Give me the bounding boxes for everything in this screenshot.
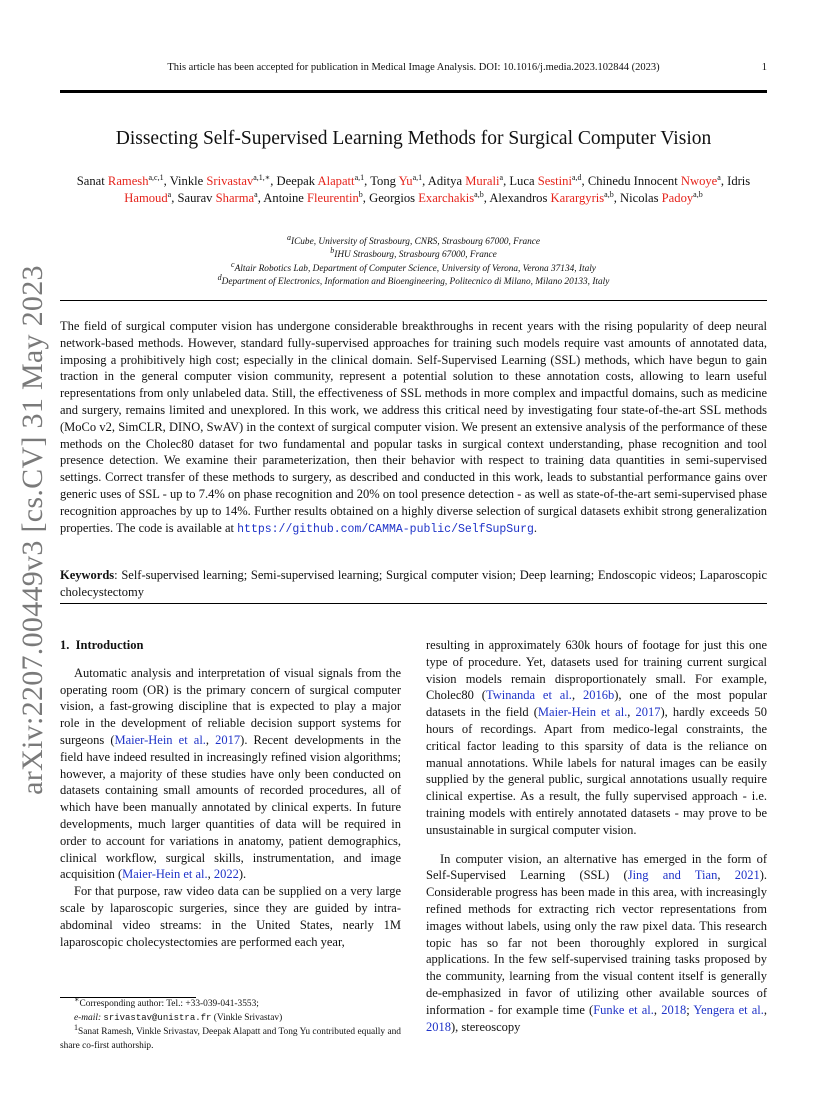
citation-link[interactable]: Twinanda et al. bbox=[485, 688, 572, 703]
author-affiliation-mark: a,d bbox=[571, 172, 582, 182]
author-affiliation-mark: a,1 bbox=[354, 172, 365, 182]
affiliation bbox=[60, 259, 767, 276]
affiliation bbox=[60, 246, 767, 262]
footnote-text: Corresponding author: Tel.: +33-039-041-3553; bbox=[79, 999, 259, 1009]
author-last-name[interactable]: Alapatt bbox=[317, 174, 355, 188]
author-separator: , bbox=[503, 174, 510, 188]
author-first-name: Tong bbox=[370, 174, 396, 188]
author-separator: , bbox=[422, 174, 428, 188]
affiliation-text: IHU Strasbourg, Strasbourg 67000, France bbox=[334, 250, 497, 261]
author-affiliation-mark: a,1 bbox=[412, 172, 423, 182]
abstract-bottom-rule bbox=[60, 603, 767, 604]
paragraph-text: resulting in approximately 630k hours of footage for just this one type of procedure. Yet, datasets used for training current surgical vision models remain disproportionately small. For example, Cholec80 ( bbox=[426, 638, 767, 703]
paragraph bbox=[60, 665, 401, 883]
citation-link[interactable]: Maier-Hein et al. bbox=[114, 732, 206, 747]
author-first-name: Saurav bbox=[177, 190, 213, 205]
paragraph-text: ). bbox=[238, 867, 247, 882]
author-first-name: Antoine bbox=[263, 190, 304, 205]
author-first-name: Chinedu Innocent bbox=[587, 174, 678, 188]
affiliation bbox=[60, 232, 767, 249]
citation-link[interactable]: Jing and Tian bbox=[627, 868, 718, 883]
author-affiliation-mark: a,b bbox=[604, 189, 614, 199]
paragraph-text: , bbox=[207, 867, 214, 882]
author-affiliation-mark: a,b bbox=[474, 189, 484, 199]
footnotes bbox=[60, 994, 401, 1053]
citation-year-link[interactable]: 2021 bbox=[734, 868, 760, 883]
footnote-email bbox=[60, 1011, 401, 1025]
author bbox=[277, 174, 371, 188]
author bbox=[509, 174, 587, 188]
affiliation-text: ICube, University of Strasbourg, CNRS, Strasbourg 67000, France bbox=[290, 237, 541, 247]
author-last-name[interactable]: Karargyris bbox=[550, 190, 605, 205]
author-separator: , bbox=[171, 190, 178, 205]
paper-title: Dissecting Self-Supervised Learning Methods for Surgical Computer Vision bbox=[115, 128, 712, 149]
citation-year-link[interactable]: 2017 bbox=[635, 705, 661, 720]
paragraph-text: Automatic analysis and interpretation of visual signals from the operating room (OR) is the primary concern of surgical computer vision, a fast-growing discipline that is expected to play a major role in the development of reliable decision support systems for surgeons ( bbox=[60, 665, 401, 747]
email-label: e-mail: bbox=[74, 1013, 104, 1023]
author bbox=[369, 191, 489, 205]
author-separator: , bbox=[362, 190, 370, 205]
affiliation-text: Altair Robotics Lab, Department of Computer Science, University of Verona, Verona 37134, Italy bbox=[234, 263, 596, 274]
footnote-mark: ∗ bbox=[74, 994, 80, 1004]
paragraph-text: In computer vision, an alternative has emerged in the form of Self-Supervised Learning (SSL) ( bbox=[426, 851, 767, 883]
author-separator: , bbox=[257, 190, 264, 205]
citation-link[interactable]: Maier-Hein et al. bbox=[537, 705, 628, 720]
paragraph-text: ), one of the most popular datasets in the field ( bbox=[426, 688, 768, 720]
citation-year-link[interactable]: 2018 bbox=[426, 1019, 451, 1034]
abstract-top-rule bbox=[60, 300, 767, 301]
author-affiliation-mark: b bbox=[358, 189, 363, 199]
page-number: 1 bbox=[761, 62, 767, 73]
citation-year-link[interactable]: 2017 bbox=[215, 732, 241, 747]
author bbox=[263, 191, 369, 205]
affiliation-text: Department of Electronics, Information and Bioengineering, Politecnico di Milano, Milano 20133, Italy bbox=[221, 276, 610, 287]
author-last-name[interactable]: Nwoye bbox=[680, 174, 718, 188]
keywords bbox=[60, 567, 767, 601]
email-name: (Vinkle Srivastav) bbox=[211, 1013, 283, 1023]
paragraph-text: , bbox=[205, 732, 216, 747]
journal-notice: This article has been accepted for publication in Medical Image Analysis. DOI: 10.1016/j.media.2023.102844 (2023) bbox=[167, 62, 660, 73]
author-affiliation-mark: a bbox=[167, 189, 172, 199]
footnote-text: Sanat Ramesh, Vinkle Srivastav, Deepak Alapatt and Tong Yu contributed equally and share co-first authorship. bbox=[60, 1027, 401, 1051]
author-separator: , bbox=[163, 174, 170, 188]
paragraph-text: ). Recent developments in the field have indeed resulted in increasingly refined vision algorithms; however, a majority of these studies have only been conducted on datasets containing small amounts of recorded procedures, all of which have been manually annotated by clinical experts. In future developments, much larger quantities of data will be required in order to account for variations in anatomy, patient demographics, clinical workflow, surgical skills, instrumentation, and image acquisition ( bbox=[60, 732, 401, 882]
paragraph: For that purpose, raw video data can be supplied on a very large scale by laparoscopic surgeries, since they are guided by intra-abdominal video streams: in the United States, nearly 1M laparoscopic cholecystectomies are performed each year, bbox=[60, 884, 401, 949]
author-last-name[interactable]: Ramesh bbox=[107, 174, 149, 188]
author bbox=[588, 174, 727, 188]
paragraph-text: , bbox=[627, 705, 636, 720]
citation-link[interactable]: Maier-Hein et al. bbox=[122, 867, 208, 882]
author-first-name: Aditya bbox=[427, 174, 463, 188]
keywords-label: Keywords bbox=[60, 568, 115, 582]
author-first-name: Vinkle bbox=[169, 174, 204, 188]
author-affiliation-mark: a,b bbox=[693, 189, 703, 199]
affiliations bbox=[60, 232, 767, 289]
affiliation-mark: b bbox=[330, 246, 335, 256]
author-separator: , bbox=[483, 190, 490, 205]
author-separator: , bbox=[270, 174, 277, 188]
author-first-name: Nicolas bbox=[620, 190, 659, 205]
paragraph-text: , bbox=[653, 1002, 662, 1017]
paragraph bbox=[426, 637, 767, 839]
author-affiliation-mark: a bbox=[499, 172, 504, 182]
author-last-name[interactable]: Srivastav bbox=[206, 174, 254, 188]
author-separator: , bbox=[720, 174, 728, 188]
author-last-name[interactable]: Exarchakis bbox=[418, 190, 475, 205]
author-affiliation-mark: a bbox=[717, 172, 721, 182]
footnote-equal-contribution bbox=[60, 1022, 401, 1053]
author-affiliation-mark: a bbox=[254, 189, 258, 199]
abstract-end: . bbox=[533, 520, 538, 535]
author-affiliation-mark: a,c,1 bbox=[148, 172, 164, 182]
author-first-name: Sanat bbox=[76, 174, 105, 188]
affiliation-mark: c bbox=[231, 259, 235, 269]
author-separator: , bbox=[364, 174, 371, 188]
author-last-name[interactable]: Yu bbox=[398, 174, 413, 188]
author-last-name[interactable]: Fleurentin bbox=[307, 190, 359, 205]
author-first-name: Luca bbox=[509, 174, 535, 188]
author-separator: , bbox=[613, 190, 621, 205]
author-first-name: Idris bbox=[727, 174, 751, 188]
header-rule bbox=[60, 90, 767, 93]
left-column bbox=[60, 637, 401, 950]
arxiv-sidebar bbox=[16, 265, 49, 795]
author bbox=[178, 191, 264, 205]
author-affiliation-mark: a,1,∗ bbox=[253, 172, 271, 182]
author-last-name[interactable]: Hamoud bbox=[124, 190, 168, 205]
affiliation bbox=[60, 272, 767, 289]
section-title: Introduction bbox=[75, 638, 144, 652]
footnote-corresponding bbox=[60, 994, 401, 1011]
section-number: 1. bbox=[60, 638, 70, 652]
citation-year-link[interactable]: 2022 bbox=[213, 867, 239, 882]
affiliation-mark: d bbox=[217, 272, 222, 282]
author-first-name: Deepak bbox=[276, 174, 316, 188]
paragraph-text: ), stereoscopy bbox=[451, 1019, 521, 1034]
paragraph bbox=[426, 851, 767, 1036]
author bbox=[370, 174, 428, 188]
author bbox=[428, 174, 510, 188]
author-last-name[interactable]: Sharma bbox=[215, 190, 255, 205]
email-address[interactable]: srivastav@unistra.fr bbox=[103, 1013, 212, 1023]
paragraph-text: , bbox=[763, 1002, 768, 1017]
footnote-mark: 1 bbox=[74, 1022, 78, 1032]
citation-year-link[interactable]: 2016b bbox=[582, 688, 615, 703]
author-first-name: Alexandros bbox=[489, 190, 548, 205]
affiliation-mark: a bbox=[286, 232, 291, 242]
author-separator: , bbox=[581, 174, 588, 188]
citation-year-link[interactable]: 2018 bbox=[661, 1002, 687, 1017]
author-last-name[interactable]: Padoy bbox=[661, 190, 694, 205]
citation-link[interactable]: Yengera et al. bbox=[693, 1002, 764, 1017]
arxiv-identifier: arXiv:2207.00449v3 [cs.CV] 31 May 2023 bbox=[16, 265, 49, 795]
keywords-text: : Self-supervised learning; Semi-supervised learning; Surgical computer vision; Deep learning; Endoscopic videos; Laparoscopic cholecystectomy bbox=[60, 568, 767, 599]
author-first-name: Georgios bbox=[369, 190, 416, 205]
author bbox=[620, 191, 703, 205]
abstract bbox=[60, 318, 767, 538]
author-last-name[interactable]: Murali bbox=[465, 174, 500, 188]
author bbox=[489, 191, 620, 205]
right-column bbox=[426, 637, 767, 1035]
paragraph-text: ; bbox=[686, 1002, 694, 1017]
author bbox=[77, 174, 170, 188]
paragraph-text: ), hardly exceeds 50 hours of recordings. Apart from medico-legal constraints, the critical factor leading to this sparsity of data is the reliance on manual annotations. While labels for natural images can be easily supplied by the general public, surgical annotations usually require clinical expertise. As a result, the fully supervised approach - i.e. training models with entirely annotated datasets - may prove to be unsustainable in surgical computer vision. bbox=[426, 705, 767, 837]
author-list bbox=[72, 173, 755, 206]
author-last-name[interactable]: Sestini bbox=[537, 174, 572, 188]
citation-link[interactable]: Funke et al. bbox=[593, 1002, 654, 1017]
abstract-text: The field of surgical computer vision has undergone considerable breakthroughs in recent years with the rising popularity of deep neural network-based methods. However, standard fully-supervised approaches for training such models require vast amounts of annotated data, imposing a prohibitively high cost; especially in the clinical domain. Self-Supervised Learning (SSL) methods, which have begun to gain traction in the general computer vision community, represent a potential solution to these annotation costs, allowing to learn useful representations from only unlabeled data. Still, the effectiveness of SSL methods in more complex and impactful domains, such as medicine and surgery, remains limited and unexplored. In this work, we address this critical need by investigating four state-of-the-art SSL methods (MoCo v2, SimCLR, DINO, SwAV) in the context of surgical computer vision. We present an extensive analysis of the performance of these methods on the Cholec80 dataset for two fundamental and popular tasks in surgical context understanding, phase recognition and tool presence detection. We examine their parameterization, then their behavior with respect to training data quantities in semi-supervised settings. Correct transfer of these methods to surgery, as described and conducted in this work, leads to substantial performance gains over generic uses of SSL - up to 7.4% on phase recognition and 20% on tool presence detection - as well as state-of-the-art semi-supervised phase recognition approaches by up to 14%. Further results obtained on a highly diverse selection of surgical datasets exhibit strong generalization properties. The code is available at bbox=[60, 319, 767, 535]
section-heading bbox=[60, 637, 401, 654]
paragraph-text: , bbox=[571, 688, 583, 703]
author bbox=[170, 174, 277, 188]
paragraph-text: ). Considerable progress has been made in this area, with increasingly refined methods for extracting rich vector representations from images without labels, using only the raw pixel data. This research topic has so far not been thoroughly explored in surgical applications. In the few self-supervised training tasks proposed by the community, learning from the visual content itself is generally de-emphasized in favor of utilizing other available sources of information - for example time ( bbox=[426, 868, 767, 1017]
paragraph-text: , bbox=[717, 868, 735, 883]
code-link[interactable]: https://github.com/CAMMA-public/SelfSupSurg bbox=[237, 522, 534, 536]
